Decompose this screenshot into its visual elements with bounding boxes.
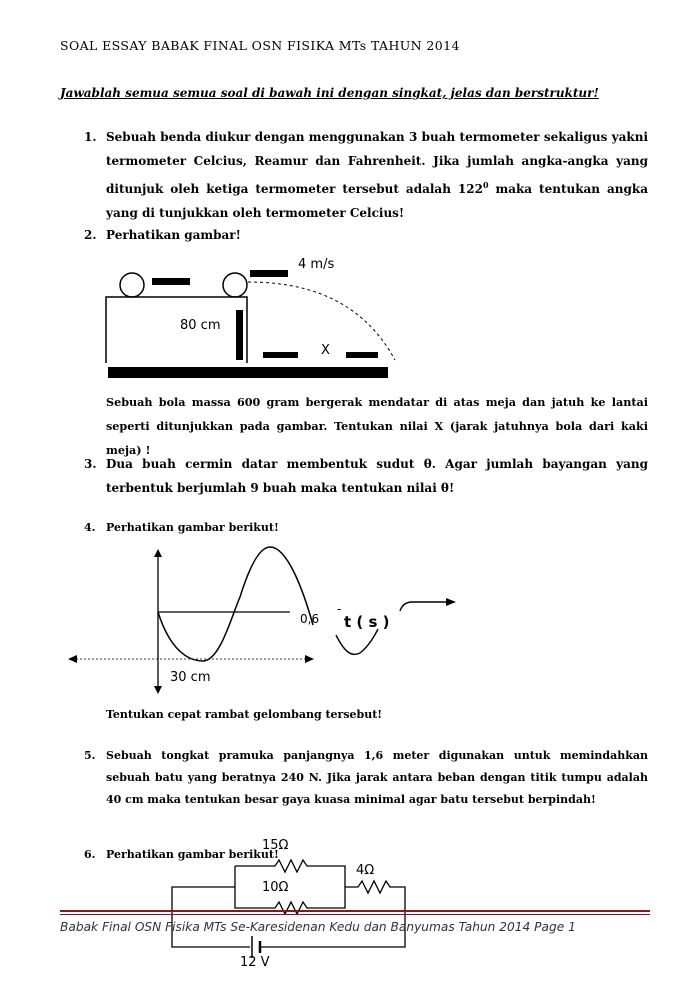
floor <box>108 367 388 378</box>
q4-figure <box>60 535 480 700</box>
q6-circuit <box>160 832 420 970</box>
r1-resistor <box>235 860 345 887</box>
axis-fragment-arrow <box>446 598 456 606</box>
t-axis-label: t ( s ) <box>344 613 390 631</box>
q4-number: 4. <box>84 521 96 534</box>
r3-resistor <box>345 881 405 924</box>
page-footer: Babak Final OSN Fisika MTs Se-Karesidenan Kedu dan Banyumas Tahun 2014 Page 1 <box>60 920 576 934</box>
q6-number: 6. <box>84 848 96 861</box>
q2-number: 2. <box>84 228 97 242</box>
q5-text: Sebuah tongkat pramuka panjangnya 1,6 meter digunakan untuk memindahkan sebuah batu yang beratnya 240 N. Jika jarak antara beban dengan titik tumpu adalah 40 cm maka tentukan besar gaya kuasa minimal agar batu tersebut berpindah! <box>106 749 648 806</box>
q5-number: 5. <box>84 749 96 762</box>
q1-text-a: Sebuah benda diukur dengan menggunakan 3 buah termometer sekaligus yakni termometer Celcius, Reamur dan Fahrenheit. Jika jumlah angka-angka yang ditunjuk oleh ketiga termometer tersebut adalah 122 <box>106 130 648 196</box>
r1-label: 15Ω <box>262 838 289 853</box>
q2-text: Sebuah bola massa 600 gram bergerak mendatar di atas meja dan jatuh ke lantai seperti ditunjukkan pada gambar. Tentukan nilai X (jarak jatuhnya bola dari kaki meja) ! <box>106 395 648 457</box>
velocity-arrow-right <box>250 270 288 277</box>
r2-resistor <box>235 866 345 914</box>
instructions: Jawablah semua semua soal di bawah ini dengan singkat, jelas dan berstruktur! <box>60 86 599 100</box>
y-axis-arrow-down <box>154 686 162 694</box>
page-title: SOAL ESSAY BABAK FINAL OSN FISIKA MTs TAHUN 2014 <box>60 38 460 53</box>
q4-text: Tentukan cepat rambat gelombang tersebut! <box>106 708 383 721</box>
length-arrow-left <box>68 655 77 663</box>
q2-figure <box>100 250 400 385</box>
footer-rule-thick <box>60 910 650 912</box>
q1-text-b: maka tentukan angka yang di tunjukkan oleh termometer Celcius! <box>106 182 648 220</box>
r2-label: 10Ω <box>262 880 289 895</box>
height-label: 80 cm <box>180 318 221 333</box>
length-arrow-right <box>305 655 314 663</box>
footer-rule-thin <box>60 914 650 915</box>
ball-left <box>120 273 144 297</box>
y-axis-arrow-up <box>154 549 162 557</box>
height-marker <box>236 310 243 360</box>
x-label: X <box>321 343 330 358</box>
left-wire <box>172 887 250 947</box>
x-marker-right <box>346 352 378 358</box>
q1-text <box>106 125 648 225</box>
table-outline <box>106 297 247 363</box>
q4-prompt: Perhatikan gambar berikut! <box>106 521 279 534</box>
t-value-label: 0,6 <box>300 612 320 626</box>
wave-curve <box>158 547 313 661</box>
q2-prompt: Perhatikan gambar! <box>106 228 241 242</box>
q1-number: 1. <box>84 130 97 144</box>
x-marker-left <box>263 352 298 358</box>
q3-text: Dua buah cermin datar membentuk sudut θ. Agar jumlah bayangan yang terbentuk berjumlah 9 buah maka tentukan nilai θ! <box>106 457 648 495</box>
speed-label: 4 m/s <box>298 257 335 272</box>
q1-degree-sup: 0 <box>482 180 489 190</box>
velocity-arrow-left <box>152 278 190 285</box>
q3-number: 3. <box>84 457 97 471</box>
r3-label: 4Ω <box>356 863 375 878</box>
t-tick: - <box>337 602 342 616</box>
ball-right <box>223 273 247 297</box>
axis-fragment <box>400 602 452 611</box>
q6-prompt: Perhatikan gambar berikut! <box>106 848 279 861</box>
length-label: 30 cm <box>170 670 211 685</box>
wave-fragment <box>336 629 378 654</box>
voltage-label: 12 V <box>240 955 270 970</box>
